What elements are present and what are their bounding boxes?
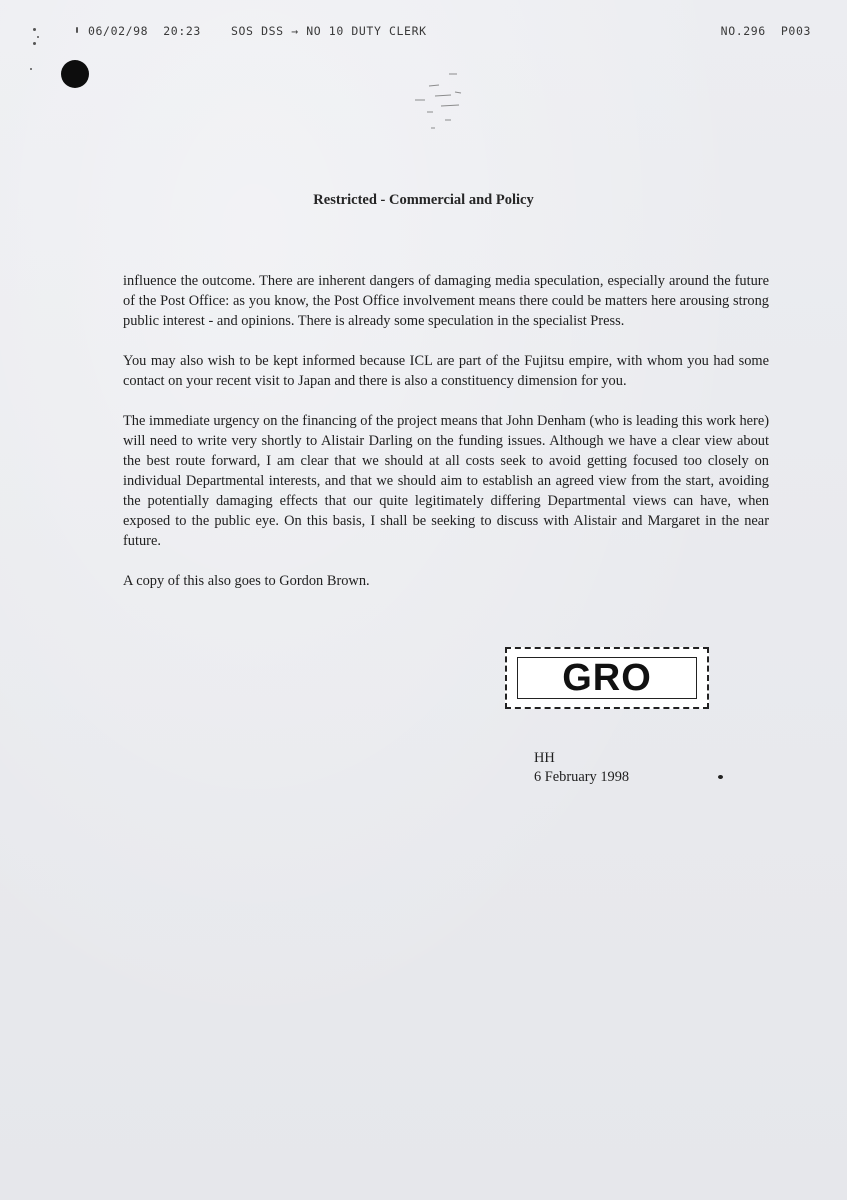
- fax-page-number: P003: [780, 24, 811, 38]
- signoff: [534, 749, 629, 787]
- fax-time: 20:23: [163, 24, 201, 38]
- paragraph: influence the outcome. There are inherent dangers of damaging media speculation, especially around the future of the Post Office: as you know, the Post Office involvement means there could be matters here arousing strong public interest - and opinions. There is already some speculation in the specialist Press.: [123, 273, 769, 329]
- classification-heading: Restricted - Commercial and Policy: [313, 192, 534, 208]
- letter-body: [123, 271, 769, 611]
- redaction-box: [505, 647, 709, 709]
- scan-speck: [33, 28, 36, 31]
- fax-header: [88, 24, 427, 38]
- scan-speck: [33, 42, 36, 45]
- scan-speck: [76, 27, 78, 33]
- scan-speck: [30, 68, 32, 70]
- paragraph: You may also wish to be kept informed because ICL are part of the Fujitsu empire, with whom you had some contact on your recent visit to Japan and there is also a constituency dimension for you.: [123, 353, 769, 389]
- letter-date: 6 February 1998: [534, 769, 630, 785]
- scan-speck: [718, 775, 723, 779]
- scan-speck: [37, 36, 39, 38]
- scan-smudge: [405, 68, 477, 138]
- redaction-label: GRO: [517, 657, 697, 699]
- punch-hole-mark: [61, 60, 89, 88]
- paragraph: The immediate urgency on the financing of the project means that John Denham (who is leading this work here) will need to write very shortly to Alistair Darling on the funding issues. Although we have a clear view about the best route forward, I am clear that we should at all costs seek to avoid getting focused too closely on individual Departmental interests, and that we should aim to establish an agreed view from the start, avoiding the potentially damaging effects that our quite legitimately differing Departmental views can have, when exposed to the public eye. On this basis, I shall be seeking to discuss with Alistair and Margaret in the near future.: [123, 413, 769, 549]
- paragraph: A copy of this also goes to Gordon Brown.: [123, 573, 370, 589]
- signature-initials: HH: [534, 750, 555, 766]
- fax-date: 06/02/98: [88, 24, 149, 38]
- fax-page-info: [721, 24, 811, 38]
- fax-number: NO.296: [720, 24, 766, 38]
- fax-route: SOS DSS → NO 10 DUTY CLERK: [231, 24, 427, 38]
